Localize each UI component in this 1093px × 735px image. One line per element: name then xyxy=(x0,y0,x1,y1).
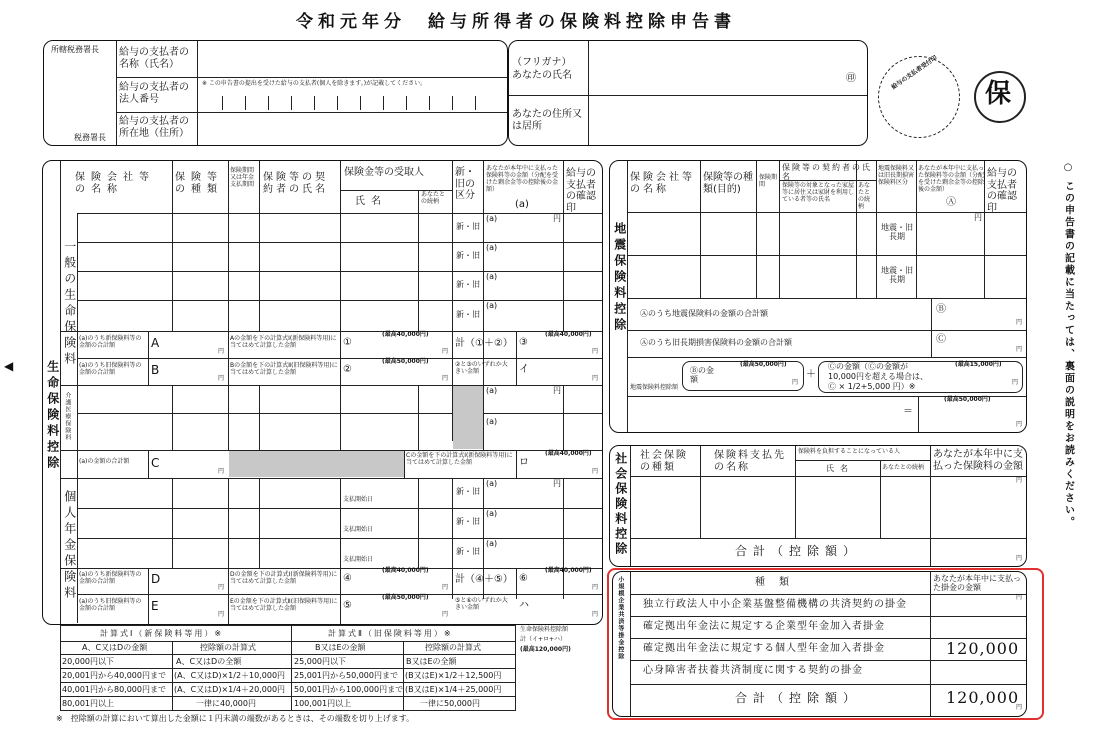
small-total-value[interactable]: 120,000 xyxy=(946,688,1020,707)
yen-e: 円 xyxy=(218,611,225,618)
medical-row-yen: 円 xyxy=(553,386,561,395)
social-yen-1: 円 xyxy=(1016,477,1023,484)
formula1-formula-1: A、C又はDの全額 xyxy=(176,657,242,666)
life-row-new-old[interactable]: 新・旧 xyxy=(456,251,480,260)
yen-2: 円 xyxy=(442,375,449,382)
formula2-range-2: 25,001円から50,000円まで xyxy=(294,671,398,680)
formula1-range-3: 40,001円から80,000円まで xyxy=(62,685,166,694)
yen-1: 円 xyxy=(442,348,449,355)
pension-row-new-old[interactable]: 新・旧 xyxy=(456,547,480,556)
small-head-paid: あなたが本年中に支払った掛金の金額 xyxy=(933,574,1021,593)
life-head-paid-a: (a) xyxy=(515,199,529,210)
small-total-label: 合計（控除額） xyxy=(735,691,862,705)
mark-b: B xyxy=(151,363,160,377)
life-section-label: 生命保険料控除 xyxy=(45,360,60,472)
life-row-1[interactable] xyxy=(452,213,563,242)
yen-i: 円 xyxy=(592,375,599,382)
mark-e: E xyxy=(151,599,159,613)
formula2-formula-2: (B又はE)×1/2＋12,500円 xyxy=(405,671,502,680)
formula2-range-3: 50,001円から100,000円まで xyxy=(294,685,404,694)
medical-shade xyxy=(453,386,483,449)
life-row-2[interactable] xyxy=(452,242,563,271)
social-section-label: 社会保険料控除 xyxy=(613,452,628,557)
eq-row-category[interactable]: 地震・旧長期 xyxy=(881,223,913,242)
eq-head-insured: 保険等の対象となった家屋等に居住又は家財を利用している者等の氏名 xyxy=(782,182,855,203)
larger56-label: ⑤と⑥のいずれか大きい金額 xyxy=(455,597,508,611)
life-total-max: (最高120,000円) xyxy=(520,646,571,653)
pension-pay-start: 支払開始日 xyxy=(343,556,374,563)
pension-pay-start: 支払開始日 xyxy=(343,526,374,533)
pension-row-a: (a) xyxy=(486,479,498,488)
eq-head-paid: あなたが本年中に支払った保険料等の金額（分配を受けた剰余金等の控除後の金額） xyxy=(918,165,985,193)
medical-row-1[interactable] xyxy=(483,385,563,413)
life-head-relation: あなたとの続柄 xyxy=(421,191,446,205)
max50k-2: (最高50,000円) xyxy=(382,358,429,365)
eq-plus: ＋ xyxy=(806,369,816,380)
social-head-payee: 保険料支払先の名称 xyxy=(714,450,786,473)
yen-ha: 円 xyxy=(592,611,599,618)
formula1-formula-2: (A、C又はD)×1/2＋10,000円 xyxy=(174,671,286,680)
medical-label: 介護医療保険料 xyxy=(63,392,71,441)
eq-c-note-3: Ⓒ × 1/2+5,000 円）※ xyxy=(828,382,916,391)
calc2-note: Bの金額を下の計算式Ⅱ(旧保険料等用)に当てはめて計算した金額 xyxy=(230,362,338,376)
formula1-title: 計算式Ⅰ（新保険料等用）※ xyxy=(100,629,224,638)
max40k-4: (最高40,000円) xyxy=(382,567,429,574)
life-row-a: (a) xyxy=(486,272,498,281)
mark-c: C xyxy=(151,456,160,470)
pension-pay-start: 支払開始日 xyxy=(343,496,374,503)
life-row-a: (a) xyxy=(486,214,498,223)
mark-ro: ロ xyxy=(519,457,529,468)
circle-6: ⑥ xyxy=(519,573,528,584)
eq-equals: ＝ xyxy=(903,406,913,417)
max40k-3: (最高40,000円) xyxy=(545,331,592,338)
eq-c-note-2: 10,000円を超える場合は、 xyxy=(828,372,928,381)
pension-row-a: (a) xyxy=(486,509,498,518)
circle-1: ① xyxy=(343,337,352,348)
social-head-paid: あなたが本年中に支払った保険料の金額 xyxy=(933,449,1023,472)
side-note: ○ この申告書の記載に当たっては、裏面の説明をお読みください。 xyxy=(1062,162,1074,529)
eq-yen-b2: 円 xyxy=(792,379,799,386)
earthquake-section-label: 地震保険料控除 xyxy=(612,222,627,334)
formula1-range-4: 80,001円以上 xyxy=(62,699,114,708)
medical-row-a: (a) xyxy=(486,386,498,395)
small-row-yen: 円 xyxy=(1016,594,1023,601)
yen-ro: 円 xyxy=(592,468,599,475)
eq-max15k: (最高15,000円) xyxy=(955,361,1002,368)
eq-yen-total: 円 xyxy=(1016,421,1023,428)
sum-c-shade xyxy=(229,451,404,477)
sum-e-label: (a)のうち旧保険料等の金額の合計額 xyxy=(79,598,142,612)
small-row-label: 確定拠出年金法に規定する個人型年金加入者掛金 xyxy=(643,643,885,654)
small-row-value[interactable]: 120,000 xyxy=(946,639,1020,658)
medical-row-2[interactable] xyxy=(483,413,563,450)
formula1-range-1: 20,000円以下 xyxy=(62,657,114,666)
max40k-ro: (最高40,000円) xyxy=(545,450,592,457)
eq-row-category[interactable]: 地震・旧長期 xyxy=(881,266,913,285)
eq-row-2[interactable] xyxy=(876,255,984,298)
circle-5: ⑤ xyxy=(343,600,352,611)
pension-row-2[interactable] xyxy=(340,508,563,538)
eq-head-paid-mark: Ⓐ xyxy=(946,197,956,208)
social-head-relation: あなたとの続柄 xyxy=(882,464,925,471)
total12-label: 計（①＋②） xyxy=(455,338,513,349)
yen-d: 円 xyxy=(218,584,225,591)
mark-ha: ハ xyxy=(519,600,529,611)
pension-row-new-old[interactable]: 新・旧 xyxy=(456,487,480,496)
formula2-range-1: 25,000円以下 xyxy=(294,657,346,666)
life-total-label: 生命保険料控除額 xyxy=(520,626,569,633)
footnote: ※ 控除額の計算において算出した金額に１円未満の端数があるときは、その端数を切り上げます。 xyxy=(56,714,415,723)
medical-row-a: (a) xyxy=(486,417,498,426)
pension-row-a: (a) xyxy=(486,539,498,548)
payer-address-label: 給与の支払者の所在地（住所） xyxy=(119,116,189,139)
eq-sum-old: Ⓐのうち旧長期損害保険料の金額の合計額 xyxy=(640,338,792,347)
life-head-new-old: 新・旧の区分 xyxy=(455,167,475,201)
yen-4: 円 xyxy=(442,584,449,591)
pension-row-yen: 円 xyxy=(553,479,561,488)
eq-row-1[interactable] xyxy=(876,212,984,255)
yen-3: 円 xyxy=(592,348,599,355)
eq-yen-c: 円 xyxy=(1016,346,1023,353)
formula2-formula-1: B又はEの全額 xyxy=(406,657,457,666)
general-life-label: 一般の生命保険料 xyxy=(62,240,77,368)
formula1-range-2: 20,001円から40,000円まで xyxy=(62,671,166,680)
payer-name-label: 給与の支払者の名称（氏名） xyxy=(119,47,189,70)
pension-row-3[interactable] xyxy=(340,538,563,568)
social-total-label: 合計（控除額） xyxy=(735,544,862,558)
life-head-type: 保険等の種類 xyxy=(175,172,223,195)
eq-mark-c: Ⓒ xyxy=(936,334,946,345)
tax-office-suffix: 税務署長 xyxy=(74,133,106,142)
social-head-name: 氏名 xyxy=(826,464,854,473)
yen-a: 円 xyxy=(218,348,225,355)
mark-d: D xyxy=(151,572,161,586)
life-head-period: 保険期間又は年金支払期間 xyxy=(230,167,255,188)
category-mark: 保 xyxy=(985,79,1012,109)
eq-mark-b: Ⓑ xyxy=(936,304,946,315)
life-head-recipient: 保険金等の受取人 xyxy=(344,167,424,178)
your-address-label: あなたの住所又は居所 xyxy=(512,109,582,132)
receipt-stamp-label: 給与の支払者受付印 xyxy=(890,54,939,92)
small-row-label: 心身障害者扶養共済制度に関する契約の掛金 xyxy=(643,665,863,676)
formula2-formula-3: (B又はE)×1/4＋25,000円 xyxy=(405,685,502,694)
life-row-yen: 円 xyxy=(553,214,561,223)
eq-yen-b: 円 xyxy=(1016,319,1023,326)
highlight-box xyxy=(607,568,1044,720)
calc-e-note: Eの金額を下の計算式Ⅱ(旧保険料等用)に当てはめて計算した金額 xyxy=(230,598,338,612)
yen-6: 円 xyxy=(592,584,599,591)
small-row-label: 独立行政法人中小企業基盤整備機構の共済契約の掛金 xyxy=(643,599,907,610)
life-head-confirm: 給与の支払者の確認印 xyxy=(566,168,596,214)
mark-a: A xyxy=(151,336,160,350)
eq-b-amount: Ⓑの金額 xyxy=(690,366,714,385)
life-row-3[interactable] xyxy=(452,271,563,300)
eq-head-period: 保険期間 xyxy=(759,174,778,188)
formula2-title: 計算式Ⅱ（旧保険料等用）※ xyxy=(328,629,453,638)
seal-mark: ㊞ xyxy=(846,73,856,84)
sum-d-label: (a)のうち新保険料等の金額の合計額 xyxy=(79,571,142,585)
your-name-label: あなたの氏名 xyxy=(512,70,572,81)
small-yen-total: 円 xyxy=(1016,704,1023,711)
eq-head-relation: あなたとの続柄 xyxy=(858,182,871,210)
payer-number-ticks[interactable] xyxy=(198,90,507,112)
life-total-formula: 計（イ+ロ+ハ） xyxy=(520,636,567,643)
social-yen-total: 円 xyxy=(1016,555,1023,562)
eq-head-company: 保険会社等の名称 xyxy=(630,172,695,195)
formula2-head-amount: B又はEの金額 xyxy=(315,643,366,652)
mark-i: イ xyxy=(519,364,529,375)
life-head-holder: 保険等の契約者の氏名 xyxy=(263,172,328,195)
calc1-note: Aの金額を下の計算式Ⅰ(新保険料等用)に当てはめて計算した金額 xyxy=(230,335,337,349)
form-title: 令和元年分 給与所得者の保険料控除申告書 xyxy=(296,12,736,32)
eq-max50k-2: (最高50,000円) xyxy=(944,396,991,403)
calc-d-note: Dの金額を下の計算式Ⅰ(新保険料等用)に当てはめて計算した金額 xyxy=(230,571,338,585)
life-head-paid: あなたが本年中に支払った保険料等の金額（分配を受けた剰余金等の控除後の金額） xyxy=(486,165,559,193)
social-head-burden: 保険料を負担することになっている人 xyxy=(798,448,901,455)
eq-max50k-1: (最高50,000円) xyxy=(740,361,787,368)
eq-sum-quake: Ⓐのうち地震保険料の金額の合計額 xyxy=(640,309,768,318)
small-row-label: 確定拠出年金法に規定する企業型年金加入者掛金 xyxy=(643,621,885,632)
eq-row-yen: 円 xyxy=(974,213,982,222)
pension-row-1[interactable] xyxy=(340,478,563,508)
life-row-new-old[interactable]: 新・旧 xyxy=(456,222,480,231)
eq-deduction-label: 地震保険料控除額 xyxy=(630,384,679,391)
yen-b: 円 xyxy=(218,375,225,382)
circle-3: ③ xyxy=(519,337,528,348)
small-head-type: 種類 xyxy=(755,577,803,588)
payer-number-note: ※ この申告書の提出を受けた給与の支払者(個人を除きます。)が記載してください。 xyxy=(202,80,427,87)
life-row-new-old[interactable]: 新・旧 xyxy=(456,280,480,289)
sum-c-label: (a)の金額の合計額 xyxy=(79,458,130,465)
yen-5: 円 xyxy=(442,611,449,618)
sum-b-label: (a)のうち旧保険料等の金額の合計額 xyxy=(79,362,142,376)
formula2-head-formula: 控除額の計算式 xyxy=(425,643,481,652)
life-row-a: (a) xyxy=(486,301,498,310)
furigana-label: （フリガナ） xyxy=(512,57,572,68)
max40k-1: (最高40,000円) xyxy=(382,331,429,338)
life-row-new-old[interactable]: 新・旧 xyxy=(456,310,480,319)
formula2-range-4: 100,001円以上 xyxy=(294,699,352,708)
eq-head-category: 地震保険料又は旧長期損害保険料区分 xyxy=(878,165,915,186)
formula2-formula-4: 一律に50,000円 xyxy=(420,699,480,708)
circle-4: ④ xyxy=(343,573,352,584)
life-row-4[interactable] xyxy=(452,300,563,331)
eq-yen-c2: 円 xyxy=(1012,379,1019,386)
social-head-type: 社会保険の種類 xyxy=(640,450,688,473)
eq-head-type: 保険等の種類(目的) xyxy=(703,172,753,195)
larger23-label: ②と③のいずれか大きい金額 xyxy=(455,361,508,375)
tax-office-label: 所轄税務署長 xyxy=(51,45,99,54)
circle-2: ② xyxy=(343,364,352,375)
max40k-6: (最高40,000円) xyxy=(545,567,592,574)
life-row-a: (a) xyxy=(486,243,498,252)
max50k-5: (最高50,000円) xyxy=(382,594,429,601)
eq-head-confirm: 給与の支払者の確認印 xyxy=(987,168,1017,214)
formula1-formula-3: (A、C又はD)×1/4＋20,000円 xyxy=(174,685,286,694)
eq-c-note-1: Ⓒの金額（Ⓒの金額が xyxy=(828,362,908,371)
yen-c: 円 xyxy=(218,468,225,475)
payer-number-label: 給与の支払者の法人番号 xyxy=(119,82,189,105)
formula1-head-formula: 控除額の計算式 xyxy=(200,643,256,652)
left-arrow: ◀ xyxy=(4,359,14,373)
life-head-recipient-name: 氏名 xyxy=(355,196,387,207)
small-section-label: 小規模企業共済等掛金控除 xyxy=(616,576,624,660)
life-head-company: 保険会社等の名称 xyxy=(75,172,155,195)
calc-c-note: Cの金額を下の計算式Ⅰ(新保険料等用)に当てはめて計算した金額 xyxy=(406,452,513,466)
eq-head-holder: 保険等の契約者の氏名 xyxy=(782,163,872,182)
total45-label: 計（④＋⑤） xyxy=(455,574,513,585)
pension-row-new-old[interactable]: 新・旧 xyxy=(456,517,480,526)
pension-label: 個人年金保険料 xyxy=(62,490,77,602)
formula1-formula-4: 一律に40,000円 xyxy=(196,699,256,708)
sum-a-label: (a)のうち新保険料等の金額の合計額 xyxy=(79,335,142,349)
formula1-head-amount: A、C又はDの金額 xyxy=(82,643,148,652)
